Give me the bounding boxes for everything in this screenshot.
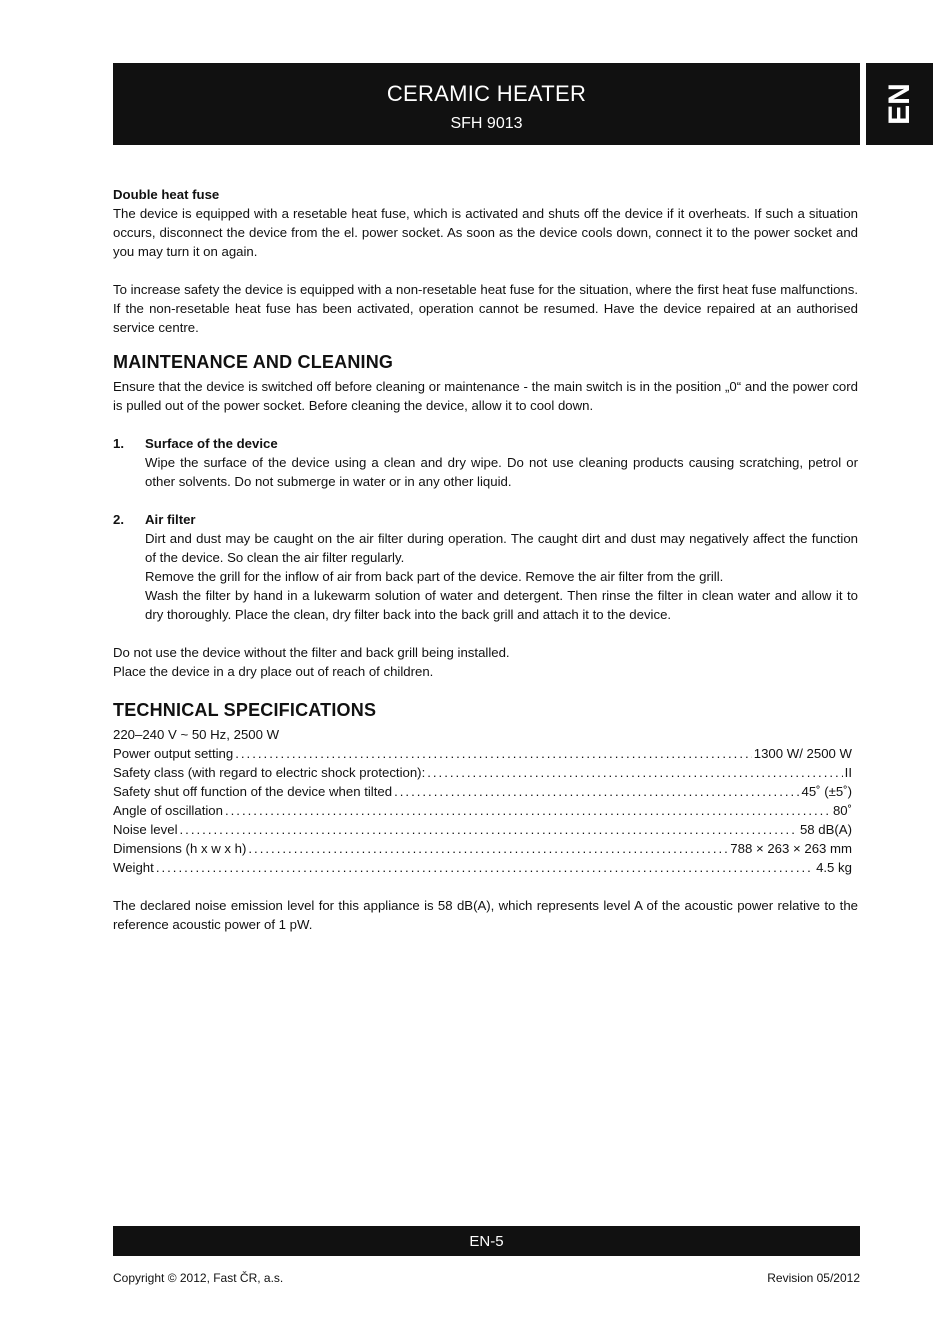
item-title: Surface of the device xyxy=(145,436,278,451)
leader-dots xyxy=(394,782,799,801)
heat-fuse-paragraph-1: The device is equipped with a resetable heat fuse, which is activated and shuts off the device if it overheats. If such a situation occurs, disconnect the device from the el. power socket. As soon as the device cools down, connect it to the power socket and you may turn it on again. xyxy=(113,206,858,259)
spec-value: 788 × 263 × 263 mm xyxy=(730,841,852,856)
item-title: Air filter xyxy=(145,512,196,527)
spec-label: Noise level xyxy=(113,822,178,837)
spec-row xyxy=(113,801,858,820)
spec-label: Power output setting xyxy=(113,746,234,761)
spec-label: Safety shut off function of the device when tilted xyxy=(113,784,393,799)
item-text: Wash the filter by hand in a lukewarm solution of water and detergent. Then rinse the filter in clean water and allow it to dry thoroughly. Place the clean, dry filter back into the back grill and attach it to the device. xyxy=(145,588,858,622)
leader-dots xyxy=(225,801,831,820)
spec-label: Weight xyxy=(113,860,154,875)
page-number: EN-5 xyxy=(469,1233,504,1250)
leader-dots xyxy=(427,763,842,782)
spec-label: Angle of oscillation xyxy=(113,803,223,818)
spec-value: 4.5 kg xyxy=(816,860,852,875)
spec-row xyxy=(113,763,858,782)
spec-value: 58 dB(A) xyxy=(799,822,852,837)
spec-value: 1300 W/ 2500 W xyxy=(753,746,852,761)
leader-dots xyxy=(248,839,728,858)
revision: Revision 05/2012 xyxy=(767,1271,860,1285)
leader-dots xyxy=(180,820,798,839)
document-title: CERAMIC HEATER xyxy=(386,81,587,106)
technical-heading: TECHNICAL SPECIFICATIONS xyxy=(113,700,377,720)
heat-fuse-paragraph-2: To increase safety the device is equipped with a non-resetable heat fuse for the situation, where the first heat fuse malfunctions. If the non-resetable heat fuse has been activated, operation cannot be resumed. Have the device repaired at an authorised service centre. xyxy=(113,282,858,335)
model-number: SFH 9013 xyxy=(450,115,523,132)
spec-row xyxy=(113,820,858,839)
maintenance-heading: MAINTENANCE AND CLEANING xyxy=(113,352,394,372)
noise-note: The declared noise emission level for this appliance is 58 dB(A), which represents level A of the acoustic power relative to the reference acoustic power of 1 pW. xyxy=(113,898,858,932)
leader-dots xyxy=(235,744,752,763)
spec-label: Dimensions (h x w x h) xyxy=(113,841,247,856)
copyright: Copyright © 2012, Fast ČR, a.s. xyxy=(113,1271,284,1285)
maintenance-closing-2: Place the device in a dry place out of reach of children. xyxy=(113,664,434,679)
spec-row xyxy=(113,744,858,763)
page-content xyxy=(113,185,858,934)
maintenance-item xyxy=(113,434,858,491)
spec-row xyxy=(113,858,858,877)
item-number: 2. xyxy=(113,512,124,527)
page-number-bar xyxy=(113,1226,860,1256)
heat-fuse-heading: Double heat fuse xyxy=(113,187,220,202)
language-tab-label: EN xyxy=(882,83,916,125)
spec-label: Safety class (with regard to electric shock protection): xyxy=(113,765,426,780)
maintenance-intro: Ensure that the device is switched off before cleaning or maintenance - the main switch is in the position „0“ and the power cord is pulled out of the power socket. Before cleaning the device, allow it to cool down. xyxy=(113,379,858,413)
leader-dots xyxy=(156,858,814,877)
item-text: Remove the grill for the inflow of air from back part of the device. Remove the air filter from the grill. xyxy=(145,569,724,584)
item-text: Wipe the surface of the device using a clean and dry wipe. Do not use cleaning products causing scratching, petrol or other solvents. Do not submerge in water or in any other liquid. xyxy=(145,455,858,489)
spec-value: 80˚ xyxy=(832,803,852,818)
spec-row xyxy=(113,782,858,801)
item-number: 1. xyxy=(113,436,124,451)
spec-row xyxy=(113,839,858,858)
header-bar xyxy=(113,63,860,145)
item-text: Dirt and dust may be caught on the air filter during operation. The caught dirt and dust may negatively affect the function of the device. So clean the air filter regularly. xyxy=(145,531,858,565)
spec-value: II xyxy=(844,765,852,780)
maintenance-item xyxy=(113,510,858,624)
spec-value: 45˚ (±5˚) xyxy=(801,784,852,799)
maintenance-closing-1: Do not use the device without the filter and back grill being installed. xyxy=(113,645,510,660)
power-supply: 220–240 V ~ 50 Hz, 2500 W xyxy=(113,727,280,742)
language-tab xyxy=(866,63,933,145)
spec-list xyxy=(113,744,858,877)
